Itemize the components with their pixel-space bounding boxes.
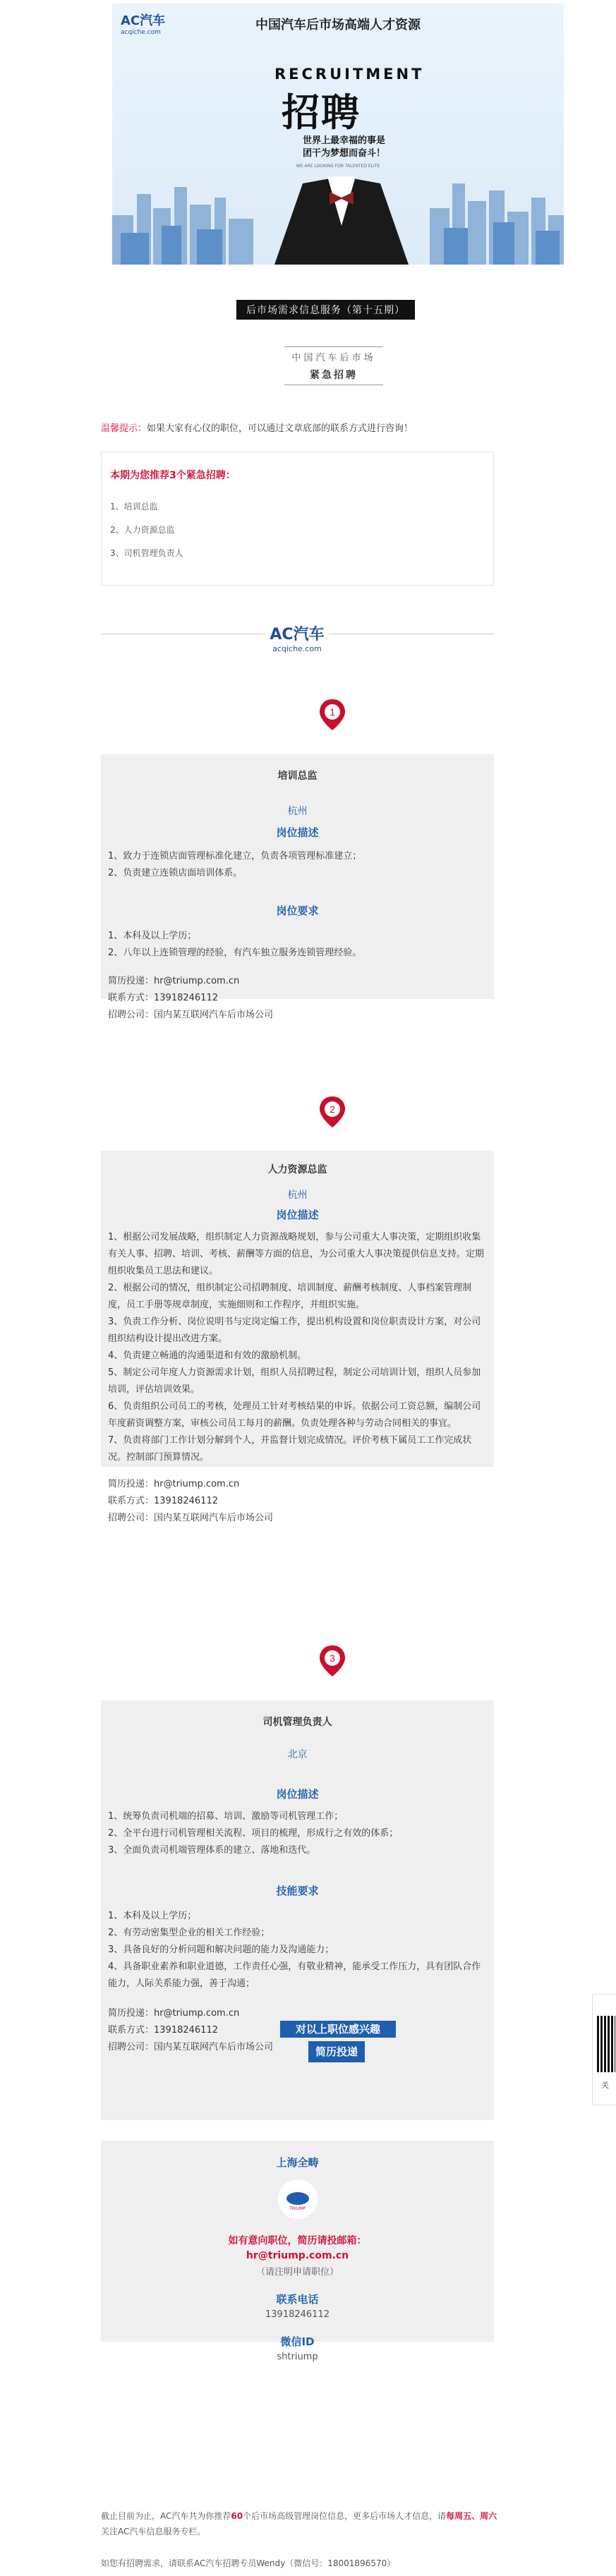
desc-heading: 岗位描述 [276, 1209, 319, 1221]
desc-line: 2、全平台进行司机管理相关流程、项目的梳理，形成行之有效的体系； [108, 1828, 399, 1839]
desc-heading: 岗位描述 [276, 826, 319, 839]
hero-title: 中国汽车后市场高端人才资源 [255, 18, 421, 32]
company-name: 上海全畴 [276, 2156, 319, 2169]
desc-line: 7、负责将部门工作计划分解到个人，并监督计划完成情况。评价考核下属员工工作完成状况。控制部门预算情况。 [108, 1435, 472, 1463]
wechat-id: shtriump [277, 2352, 318, 2362]
interest-banner: 对以上职位感兴趣 [280, 2021, 396, 2038]
recommend-box [101, 452, 494, 586]
apply-note: （请注明申请职位） [255, 2267, 339, 2278]
desc-line: 2、根据公司的情况，组织制定公司招聘制度、培训制度、薪酬考核制度、人事档案管理制度，员工手册等规章制度，实施细则和工作程序，并组织实施。 [108, 1283, 472, 1310]
contact-email[interactable]: 简历投递：hr@triump.com.cn [108, 976, 240, 986]
resume-button[interactable]: 简历投递 [308, 2041, 365, 2062]
recruitment-text: RECRUITMENT [274, 66, 425, 83]
hero-slogan: 世界上最幸福的事是 团干为梦想而奋斗！ [303, 135, 386, 159]
urgent-line-2: 紧急招聘 [284, 368, 383, 385]
contact-phone: 联系方式：13918246112 [108, 2025, 218, 2036]
urgent-line-1: 中国汽车后市场 [284, 346, 383, 363]
req-line: 1、本科及以上学历； [108, 1911, 197, 1921]
hero-tagline: WE ARE LOOKING FOR TALENTED ELITE [296, 164, 380, 169]
apply-email[interactable]: hr@triump.com.cn [246, 2250, 349, 2261]
req-line: 1、本科及以上学历； [108, 931, 197, 941]
hero-banner [112, 4, 564, 265]
svg-text:3: 3 [330, 1652, 335, 1664]
svg-text:1: 1 [330, 706, 335, 718]
job-city: 杭州 [287, 806, 308, 817]
side-label[interactable]: 关 [601, 2081, 609, 2090]
desc-line: 1、统筹负责司机端的招募、培训、激励等司机管理工作； [108, 1811, 344, 1822]
side-qr-widget[interactable] [592, 1994, 616, 2105]
req-line: 2、八年以上连锁管理的经验，有汽车独立服务连锁管理经验。 [108, 948, 362, 958]
req-line: 3、具备良好的分析问题和解决问题的能力及沟通能力； [108, 1945, 334, 1955]
req-heading: 岗位要求 [276, 905, 319, 917]
contact-company: 招聘公司：国内某互联网汽车后市场公司 [108, 1010, 274, 1020]
recommend-head: 本期为您推荐3个紧急招聘： [110, 470, 236, 481]
contact-company: 招聘公司：国内某互联网汽车后市场公司 [108, 1513, 274, 1523]
issue-badge: 后市场需求信息服务（第十五期） [236, 300, 415, 320]
tip-body: 如果大家有心仪的职位，可以通过文章底部的联系方式进行咨询！ [147, 423, 413, 434]
job-card [101, 1151, 494, 1523]
contact-note: 如您有招聘需求，请联系AC汽车招聘专员Wendy（微信号：18001896570） [101, 2558, 396, 2568]
req-line: 4、具备职业素养和职业道德，工作责任心强，有敬业精神，能承受工作压力，具有团队合作能力，人际关系能力强，善于沟通； [108, 1961, 481, 1989]
job-city: 北京 [287, 1749, 308, 1760]
recommend-item[interactable]: 3、司机管理负责人 [110, 548, 183, 558]
svg-text:2: 2 [330, 1103, 335, 1115]
job-card [101, 1700, 494, 2120]
contact-phone: 联系方式：13918246112 [108, 993, 218, 1003]
contact-email[interactable]: 简历投递：hr@triump.com.cn [108, 2008, 240, 2019]
contact-company: 招聘公司：国内某互联网汽车后市场公司 [108, 2042, 274, 2052]
req-heading: 技能要求 [276, 1885, 319, 1897]
desc-line: 5、制定公司年度人力资源需求计划，组织人员招聘过程，制定公司培训计划，组织人员参加培训，评估培训效果。 [108, 1367, 481, 1395]
desc-line: 3、全面负责司机端管理体系的建立、落地和迭代。 [108, 1845, 316, 1856]
wechat-heading: 微信ID [280, 2335, 315, 2348]
recommend-item[interactable]: 2、人力资源总监 [110, 525, 175, 535]
job-title: 培训总监 [277, 770, 318, 782]
divider-logo [265, 622, 329, 653]
suit-illustration [260, 176, 423, 265]
apply-text: 如有意向职位，简历请投邮箱： [228, 2235, 367, 2247]
divider-logo-url: acqiche.com [272, 644, 322, 653]
job-city: 杭州 [287, 1190, 308, 1201]
contact-phone: 联系方式：13918246112 [108, 1496, 218, 1506]
pin-icon [318, 1095, 346, 1129]
req-line: 2、有劳动密集型企业的相关工作经验； [108, 1928, 270, 1938]
desc-line: 3、负责工作分析、岗位说明书与定岗定编工作，提出机构设置和岗位职责设计方案，对公司组织结构设计提出改进方案。 [108, 1317, 481, 1344]
desc-heading: 岗位描述 [276, 1788, 319, 1801]
job-title: 人力资源总监 [267, 1164, 327, 1175]
urgent-heading [284, 346, 383, 385]
desc-line: 1、致力于连锁店面管理标准化建立，负责各项管理标准建立； [108, 851, 362, 861]
job-title: 司机管理负责人 [262, 1717, 332, 1728]
tip-text [101, 421, 413, 434]
hero-big-title: 招聘 [282, 90, 361, 135]
desc-line: 4、负责建立畅通的沟通渠道和有效的激励机制。 [108, 1350, 307, 1361]
desc-line: 6、负责组织公司员工的考核，处理员工针对考核结果的申诉。依据公司工资总额，编制公司年度薪资调整方案，审核公司员工每月的薪酬。负责处理各种与劳动合同相关的事宜。 [108, 1401, 481, 1429]
desc-line: 1、根据公司发展战略，组织制定人力资源战略规划，参与公司重大人事决策，定期组织收集有关人事、招聘、培训、考核、薪酬等方面的信息，为公司重大人事决策提供信息支持。定期组织收集员工思法和建议。 [108, 1232, 485, 1276]
pin-icon [318, 698, 346, 732]
ac-logo: AC汽车 acqiche.com [121, 13, 166, 36]
qr-code-icon [597, 2016, 615, 2072]
phone-number: 13918246112 [265, 2309, 330, 2320]
contact-box [101, 2141, 494, 2362]
desc-line: 2、负责建立连锁店面培训体系。 [108, 868, 243, 878]
contact-email[interactable]: 简历投递：hr@triump.com.cn [108, 1479, 240, 1489]
recommend-item[interactable]: 1、培训总监 [110, 502, 158, 512]
job-card [101, 754, 494, 1020]
company-logo: TRIUMP [278, 2179, 318, 2219]
tip-label: 温馨提示： [101, 423, 147, 434]
summary-note: 截止目前为止，AC汽车共为你推荐60个后市场高级管理岗位信息，更多后市场人才信息，请每周五、周六 关注AC汽车信息服务专栏。 [101, 2511, 497, 2536]
phone-heading: 联系电话 [276, 2293, 319, 2306]
pin-icon [318, 1644, 346, 1678]
divider-logo-name: AC汽车 [270, 626, 325, 643]
